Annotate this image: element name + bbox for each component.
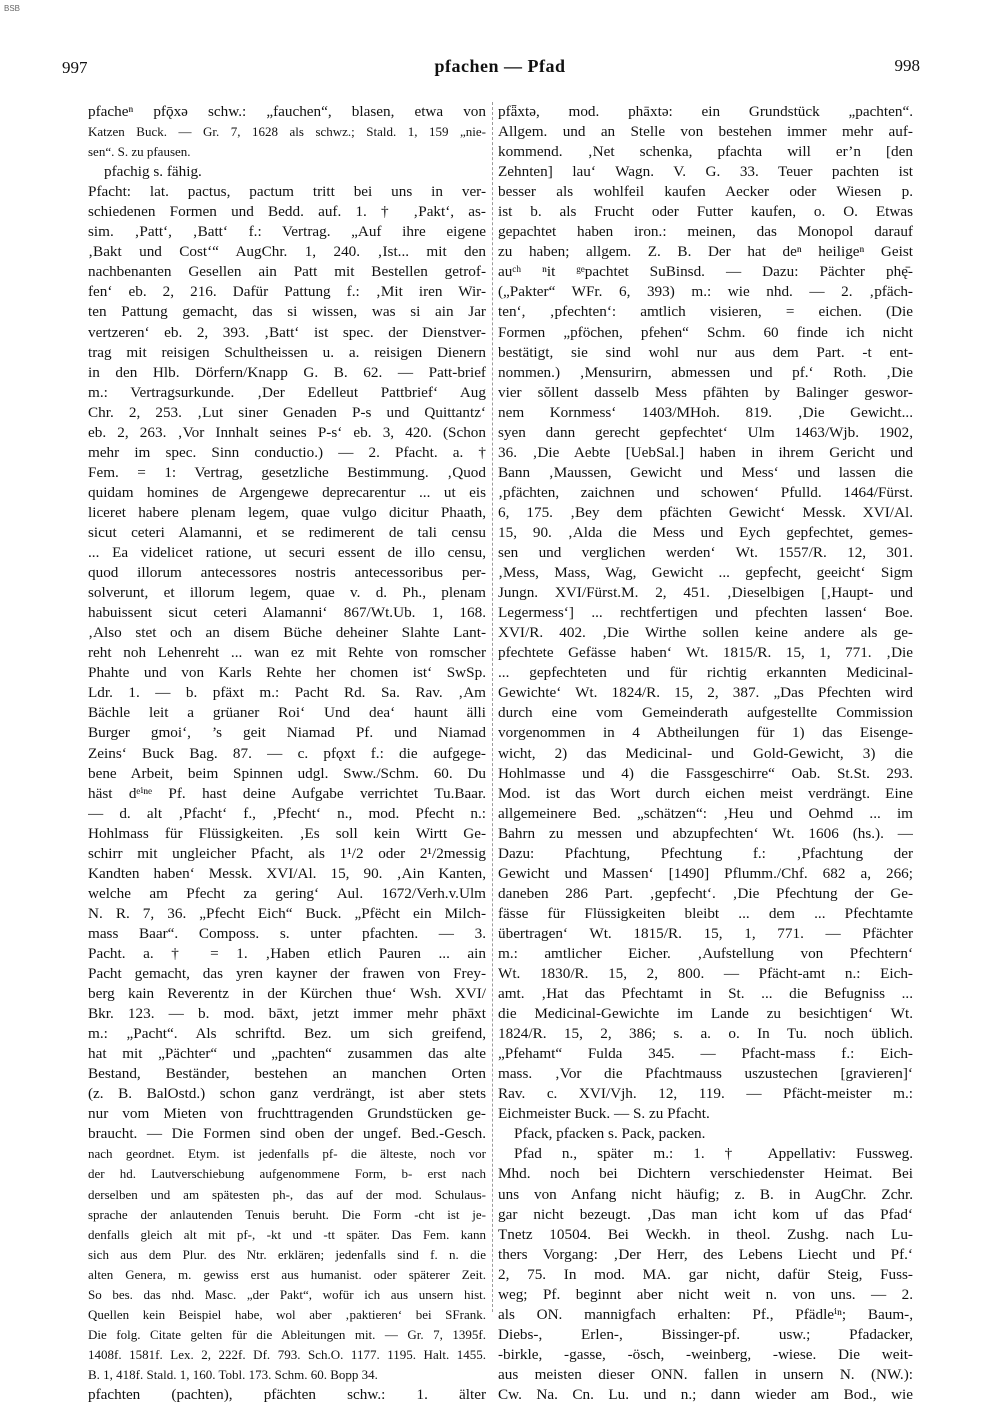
text-line: als ON. mannigfach erhalten: Pf., Pfädleⁱⁿ; Baum-,	[498, 1305, 913, 1323]
text-line: Legermess‘] ... rechtfertigen und pfechten lassen‘ Boe.	[498, 604, 913, 622]
text-line: zu haben; allgem. Z. B. Der hat deⁿ heiligeⁿ Geist	[498, 243, 913, 261]
text-line: Diebs-, Erlen-, Bissinger-pf. usw.; Pfadacker,	[498, 1325, 913, 1343]
text-line: Zeins‘ Buck Bag. 87. — c. pfǫxt f.: die aufgege-	[88, 744, 486, 762]
text-line: denfalls gleich alt mit pf-, -kt und -tt später. Das Fem. kann	[88, 1226, 486, 1242]
text-line: -birkle, -gasse, -ösch, -weinberg, -wiese. Die weit-	[498, 1345, 913, 1363]
page-number-right: 998	[894, 56, 920, 75]
text-line: mehr im spec. Sinn conductio.) — 2. Pfacht. a. †	[88, 443, 486, 461]
text-line: ist b. als Frucht oder Futter kaufen, o. O. Etwas	[498, 203, 913, 221]
text-line: Hohlmass für Flüssigkeiten. ‚Es soll kein Wirtt Ge-	[88, 824, 486, 842]
text-line: sicut ceteri Alamanni, et se redimerent de tali censu	[88, 523, 486, 541]
text-line: eb. 2, 263. ‚Vor Innhalt seines P-s‘ eb. 3, 420. (Schon	[88, 423, 486, 441]
text-line: nommen.) ‚Mensurirn, abmessen und pf.‘ Roth. ‚Die	[498, 363, 913, 381]
text-line: Bann ‚Maussen, Gewicht und Mess‘ und lassen die	[498, 463, 913, 481]
text-line: wicht, 2) das Medicinal- und Gold-Gewicht, 3) die	[498, 744, 913, 762]
text-line: sim. ‚Patt‘, ‚Batt‘ f.: Vertrag. „Auf ihre eigene	[88, 223, 486, 241]
text-line: mass Baar“. Composs. s. unter pfachten. — 3.	[88, 924, 486, 942]
text-line: ‚pfächten, zaichnen und schowen‘ Pfulld. 1464/Fürst.	[498, 483, 913, 501]
text-line: quod illorum antecessores nostris antecessoribus per-	[88, 564, 486, 582]
text-line: solverunt, et illorum legem, quae v. d. Ph., plenam	[88, 584, 486, 602]
text-line: alten Genera, m. gewiss erst aus humanist. oder späterer Zeit.	[88, 1266, 486, 1282]
text-line: Bächle leit a grüaner Roi‘ Und dea‘ haunt älli	[88, 704, 486, 722]
text-line: Zehnten] lau‘ Wagn. V. G. 33. Teuer pachten ist	[498, 163, 913, 181]
text-line: B. 1, 418f. Stald. 1, 160. Tobl. 173. Schm. 60. Bopp 34.	[88, 1366, 378, 1382]
text-line: Jungn. XVI/Fürst.M. 2, 451. ‚Dieselbigen [‚Haupt- und	[498, 584, 913, 602]
text-line: 6, 175. ‚Bey dem pfächten Gewicht‘ Messk. XVI/Al.	[498, 503, 913, 521]
text-line: nach geordnet. Etym. ist jedenfalls pf- die älteste, noch vor	[88, 1146, 486, 1162]
text-line: Katzen Buck. — Gr. 7, 1628 als schwz.; Stald. 1, 159 „nie-	[88, 124, 486, 140]
text-line: „Pfehamt“ Fulda 345. — Pfacht-mass f.: Eich-	[498, 1045, 913, 1063]
text-line: der hd. Lautverschiebung aufgenommene Form, b- erst nach	[88, 1166, 486, 1182]
text-line: ‚Bakt und Cost‘“ AugChr. 1, 240. ‚Ist... mit den	[88, 243, 486, 261]
text-line: häst dᵉⁱⁿᵉ Pf. hast deine Aufgabe verrichtet Tu.Baar.	[88, 784, 486, 802]
text-line: übertragen‘ Wt. 1815/R. 15, 1, 771. — Pfächter	[498, 924, 913, 942]
text-line: So bes. das nhd. Masc. „der Pakt“, wofür ich aus unsern hist.	[88, 1286, 486, 1302]
text-line: Bahrn zu messen und abzupfechten‘ Wt. 1606 (hs.). —	[498, 824, 913, 842]
text-line: pfachten (pachten), pfächten schw.: 1. älter	[88, 1386, 486, 1403]
text-line: m.: „Pacht“. Als schriftd. Bez. um sich greifend,	[88, 1025, 486, 1043]
text-line: besser als wohlfeil kaufen Aecker oder Wiesen p.	[498, 183, 913, 201]
text-line: sen und verglichen werden‘ Wt. 1557/R. 12, 301.	[498, 544, 913, 562]
text-line: die Medicinal-Gewichte im Lande zu besichtigen‘ Wt.	[498, 1005, 913, 1023]
text-line: liceret habere plenam legem, quae vulgo dicitur Phaath,	[88, 503, 486, 521]
text-line: 1408f. 1581f. Lex. 2, 222f. Df. 793. Sch.O. 1177. 1195. Halt. 1455.	[88, 1346, 486, 1362]
text-line: Dazu: Pfachtung, Pfechtung f.: ‚Pfachtung der	[498, 844, 913, 862]
text-line: nachbenanten Gesellen ain Patt mit Bestellen getrof-	[88, 263, 486, 281]
page-number-left: 997	[62, 58, 88, 77]
text-line: Mod. ist das Wort durch eichen meist verdrängt. Eine	[498, 784, 913, 802]
text-line: habuissent sicut ceteri Alamanni‘ 867/Wt.Ub. 1, 168.	[88, 604, 486, 622]
text-line: Pacht. a. † = 1. ‚Haben etlich Pauren ... ain	[88, 944, 486, 962]
text-line: Pfacht: lat. pactus, pactum tritt bei uns in ver-	[88, 183, 486, 201]
text-line: Quellen kein Beispiel habe, wol aber ‚paktieren‘ bei SFrank.	[88, 1306, 486, 1322]
text-line: Tnetz 10504. Bei Weckh. in theol. Zushg. nach Lu-	[498, 1225, 913, 1243]
text-line: Eichmeister Buck. — S. zu Pfacht.	[498, 1105, 710, 1123]
text-line: auᶜʰ ⁿit ᵍᵉpachtet SuBinsd. — Dazu: Pächter phę̄-	[498, 263, 913, 281]
text-line: berg kain Reverentz in der Kürchen thue‘ Wsh. XVI/	[88, 985, 486, 1003]
text-line: Gewicht und Massen‘ [1490] Pflumm./Chf. 682 a, 266;	[498, 864, 913, 882]
text-line: 36. ‚Die Aebte [UebSal.] haben in ihrem Gericht und	[498, 443, 913, 461]
text-line: Gewichte‘ Wt. 1824/R. 15, 2, 387. „Das Pfechten wird	[498, 684, 913, 702]
text-line: sprache der anlautenden Tenuis beruht. Die Form -cht ist je-	[88, 1206, 486, 1222]
text-line: 1824/R. 15, 2, 386; s. a. o. In Tu. noch üblich.	[498, 1025, 913, 1043]
text-line: m.: Vertragsurkunde. ‚Der Edelleut Pattbrief‘ Aug	[88, 383, 486, 401]
text-line: Phahte und von Karls Rehte her chomen ist‘ SwSp.	[88, 664, 486, 682]
text-line: Wt. 1830/R. 15, 2, 800. — Pfächt-amt n.: Eich-	[498, 965, 913, 983]
text-line: ... gepfechteten und für richtig erkannten Medicinal-	[498, 664, 913, 682]
text-line: bene Arbeit, beim Spinnen udgl. Sww./Schm. 60. Du	[88, 764, 486, 782]
text-line: Pfack, pfacken s. Pack, packen.	[514, 1125, 706, 1143]
text-line: gar nicht bezeugt. ‚Das man icht kom uf das Pfad‘	[498, 1205, 913, 1223]
text-line: ‚Mess, Mass, Wag, Gewicht ... gepfecht, geeicht‘ Sigm	[498, 564, 913, 582]
text-line: XVI/R. 402. ‚Die Wirthe sollen keine andere als ge-	[498, 624, 913, 642]
text-line: uns von Anfang nicht häufig; z. B. in AugChr. Zchr.	[498, 1185, 913, 1203]
text-line: Bestand, Beständer, bestehen an manchen Orten	[88, 1065, 486, 1083]
text-line: daneben 286 Part. ‚gepfecht‘. ‚Die Pfechtung der Ge-	[498, 884, 913, 902]
text-line: Formen „pföchen, pfehen“ Schm. 60 finde ich nicht	[498, 323, 913, 341]
text-line: fässe für Flüssigkeiten bleibt ... dem ... Pfechtamte	[498, 904, 913, 922]
text-line: aus meisten dieser ONN. fallen in unsern N. (NW.):	[498, 1365, 913, 1383]
text-line: ten‘, ‚pfechten‘: amtlich visieren, = eichen. (Die	[498, 303, 913, 321]
text-line: braucht. — Die Formen sind oben der ungef. Bed.-Gesch.	[88, 1125, 486, 1143]
text-line: hat mit „Pächter“ und „pachten“ zusammen das alte	[88, 1045, 486, 1063]
library-stamp: BSB	[4, 4, 21, 13]
right-column	[498, 102, 913, 1405]
text-line: ten Pattung gemacht, das si wissen, was si ain Jar	[88, 303, 486, 321]
text-line: mass. ‚Vor die Pfachtmauss uszustechen [gravieren]‘	[498, 1065, 913, 1083]
text-line: ‚Also stet och an disem Büche deheiner Slahte Lant-	[88, 624, 486, 642]
text-line: weg; Pf. beginnt aber nicht weit n. von uns. — 2.	[498, 1285, 913, 1303]
text-line: syen dann gerecht gepfechtet‘ Ulm 1463/Wjb. 1902,	[498, 423, 913, 441]
text-line: Rav. c. XVI/Vjh. 12, 119. — Pfächt-meister m.:	[498, 1085, 913, 1103]
text-line: trag mit reisigen Schultheissen u. a. reisigen Dienern	[88, 343, 486, 361]
text-line: m.: amtlicher Eicher. ‚Aufstellung von Pfechtern‘	[498, 944, 913, 962]
text-line: schiedenen Formen und Bedd. auf. 1. † ‚Pakt‘, as-	[88, 203, 486, 221]
text-line: Pacht gemacht, das yren kayner der frawen von Frey-	[88, 965, 486, 983]
text-line: schirr mit ungleicher Pfacht, als 1¹/2 oder 2¹/2messig	[88, 844, 486, 862]
text-line: Bkr. 123. — b. mod. bāxt, jetzt immer mehr phāxt	[88, 1005, 486, 1023]
text-line: Cw. Na. Cn. Lu. und n.; dann wieder am Bod., wie	[498, 1386, 913, 1403]
text-line: amt. ‚Hat das Pfechtamt in St. ... die Befugniss ...	[498, 985, 913, 1003]
text-line: sich aus dem Plur. des Ntr. erklären; jedenfalls sind f. n. die	[88, 1246, 486, 1262]
text-line: kommend. ‚Net schenka, pfachta will er’n [den	[498, 143, 913, 161]
text-line: Fem. = 1: Vertrag, gesetzliche Bestimmung. ‚Quod	[88, 463, 486, 481]
text-line: 15, 90. ‚Alda die Mess und Eych gepfechtet, gemes-	[498, 523, 913, 541]
text-line: Chr. 2, 253. ‚Lut siner Genaden P-s und Quittantz‘	[88, 403, 486, 421]
text-line: Mhd. noch bei Dichtern verschiedenster Heimat. Bei	[498, 1165, 913, 1183]
text-line: vorgenommen in 4 Abtheilungen für 1) das Eisenge-	[498, 724, 913, 742]
text-line: gepachtet haben iron.: meinen, das Monopol darauf	[498, 223, 913, 241]
text-line: — d. alt ‚Pfacht‘ f., ‚Pfecht‘ n., mod. Pfecht n.:	[88, 804, 486, 822]
text-line: Die folg. Citate gelten für die Ableitungen mit. — Gr. 7, 1395f.	[88, 1326, 486, 1342]
text-line: N. R. 7, 36. „Pfecht Eich“ Buck. „Pfëcht ein Milch-	[88, 904, 486, 922]
left-column	[88, 102, 486, 1405]
text-line: reht noh Lehenreht ... wan ez mit Rehte von romscher	[88, 644, 486, 662]
text-line: pfechtete Gefässe haben‘ Wt. 1815/R. 15, 1, 771. ‚Die	[498, 644, 913, 662]
text-line: allgemeinere Bed. „schätzen“: ‚Heu und Oehmd ... im	[498, 804, 913, 822]
text-line: (z. B. BalOstd.) schon ganz verdrängt, ist aber stets	[88, 1085, 486, 1103]
text-line: in den Hlb. Dörfern/Knapp G. B. 62. — Patt-brief	[88, 363, 486, 381]
text-line: vier sŏllent dasselb Mess pfāhten by Balinger geswor-	[498, 383, 913, 401]
text-line: Pfad n., später m.: 1. † Appellativ: Fussweg.	[514, 1145, 913, 1163]
text-line: pfachig s. fähig.	[104, 163, 202, 181]
text-line: sen“. S. zu pfausen.	[88, 144, 191, 160]
text-line: durch eine vom Gemeinderath aufgestellte Commission	[498, 704, 913, 722]
text-line: quidam homines de Argengewe deprecarentur ... ut eis	[88, 483, 486, 501]
text-line: Ldr. 1. — b. pfäxt m.: Pacht Rd. Sa. Rav. ‚Am	[88, 684, 486, 702]
text-line: pfǟxtə, mod. phāxtə: ein Grundstück „pachten“.	[498, 103, 913, 120]
text-line: fen‘ eb. 2, 216. Dafür Pattung f.: ‚Mit iren Wir-	[88, 283, 486, 301]
text-line: thers Vorgang: ‚Der Herr, des Lebens Liecht und Pf.‘	[498, 1245, 913, 1263]
text-line: welche am Pfecht za gering‘ Aul. 1672/Verh.v.Ulm	[88, 884, 486, 902]
column-divider	[492, 102, 493, 1312]
text-line: Kandten haben‘ Messk. XVI/Al. 15, 90. ‚Ain Kanten,	[88, 864, 486, 882]
text-line: 2, 75. In mod. MA. gar nicht, dafür Steig, Fuss-	[498, 1265, 913, 1283]
text-line: vertzeren‘ eb. 2, 393. ‚Batt‘ ist spec. der Dienstver-	[88, 323, 486, 341]
text-line: bestätigt, sie sind wohl nur aus dem Part. -t ent-	[498, 343, 913, 361]
text-line: nem Kornmess‘ 1403/MHoh. 819. ‚Die Gewicht...	[498, 403, 913, 421]
text-line: pfacheⁿ pfǭxə schw.: „fauchen“, blasen, etwa von	[88, 103, 486, 120]
text-line: ... Ea videlicet ratione, ut securi essent de illo censu,	[88, 544, 486, 562]
text-line: derselben und am spätesten ph-, das auf der mod. Schulaus-	[88, 1186, 486, 1202]
text-line: Hohlmasse und 4) die Fassgeschirre“ Oab. St.St. 293.	[498, 764, 913, 782]
running-title: pfachen — Pfad	[434, 56, 566, 76]
text-line: Burger gmoi‘, ’s geit Niamad Pf. und Niamad	[88, 724, 486, 742]
text-line: („Pakter“ WFr. 6, 393) m.: wie nhd. — 2. ‚pfäch-	[498, 283, 913, 301]
text-line: nur vom Mieten von fruchttragenden Grundstücken ge-	[88, 1105, 486, 1123]
text-line: Allgem. und an Stelle von bestehen immer mehr auf-	[498, 123, 913, 141]
